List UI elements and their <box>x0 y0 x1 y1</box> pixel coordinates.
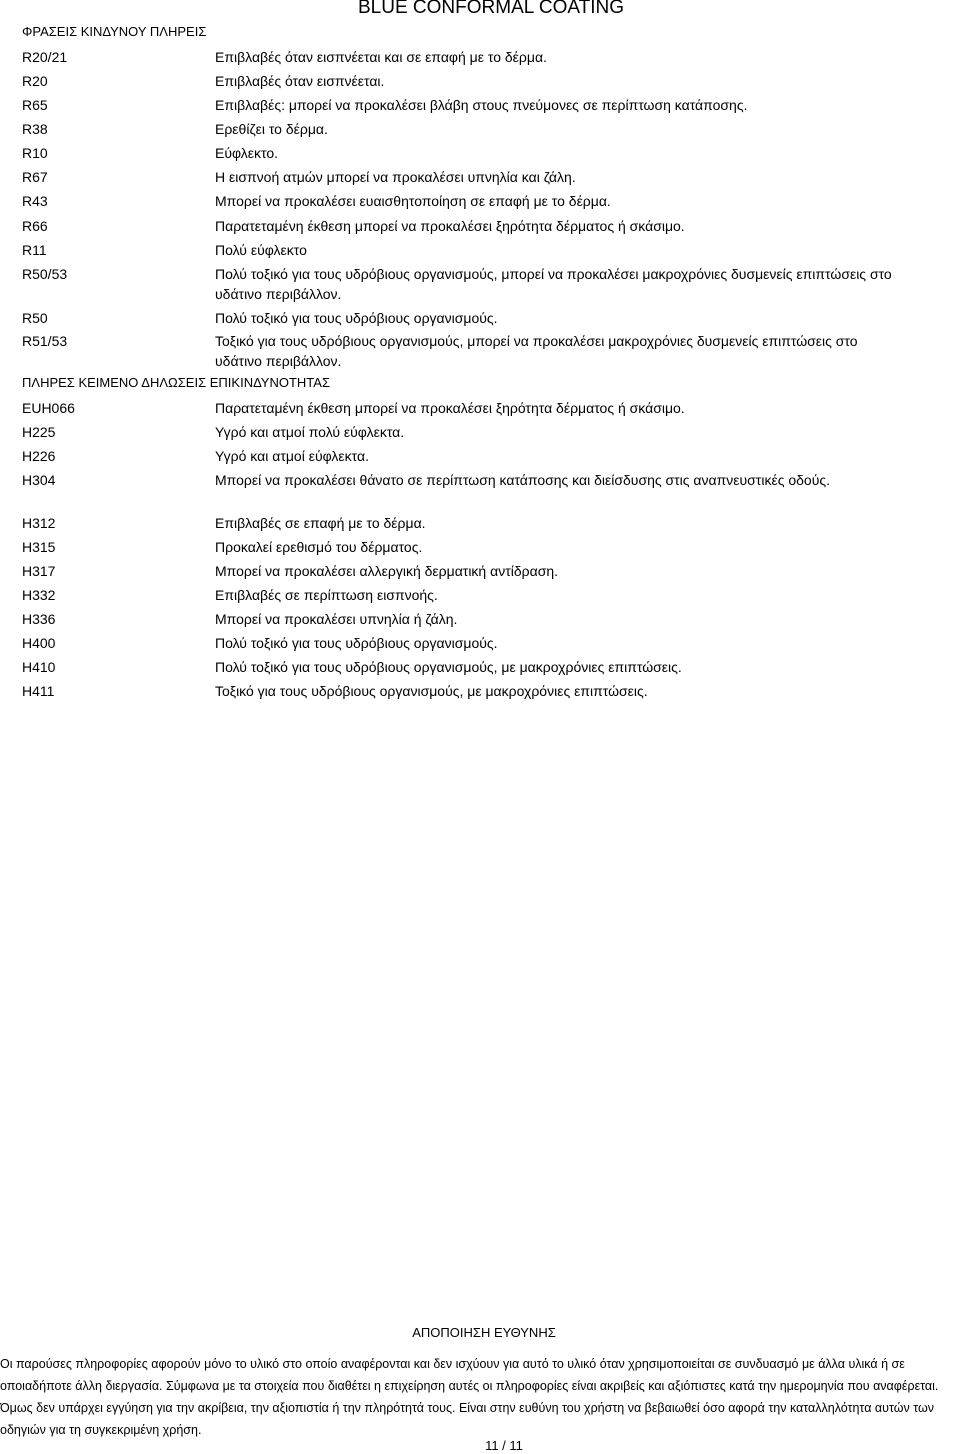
statement-code: EUH066 <box>22 400 75 416</box>
statement-text: Μπορεί να προκαλέσει αλλεργική δερματική αντίδραση. <box>215 563 559 579</box>
statement-text: Επιβλαβές σε περίπτωση εισπνοής. <box>215 587 438 603</box>
phrase-code: R11 <box>22 242 47 258</box>
phrase-text: Πολύ τοξικό για τους υδρόβιους οργανισμούς. <box>215 310 498 326</box>
h-statements-heading: ΠΛΗΡΕΣ ΚΕΙΜΕΝΟ ΔΗΛΩΣΕΙΣ ΕΠΙΚΙΝΔΥΝΟΤΗΤΑΣ <box>22 375 330 390</box>
statement-text: Μπορεί να προκαλέσει υπνηλία ή ζάλη. <box>215 611 458 627</box>
page-number: 11 / 11 <box>485 1438 523 1453</box>
statement-code: H315 <box>22 539 56 555</box>
statement-code: H304 <box>22 472 56 488</box>
phrase-code: R10 <box>22 145 48 161</box>
statement-text: Πολύ τοξικό για τους υδρόβιους οργανισμούς, με μακροχρόνιες επιπτώσεις. <box>215 659 682 675</box>
statement-code: H410 <box>22 659 56 675</box>
statement-text: Υγρό και ατμοί εύφλεκτα. <box>215 448 369 464</box>
statement-code: H336 <box>22 611 56 627</box>
phrase-code: R51/53 <box>22 333 68 349</box>
phrase-text: Η εισπνοή ατμών μπορεί να προκαλέσει υπνηλία και ζάλη. <box>215 169 576 185</box>
phrase-text: Επιβλαβές: μπορεί να προκαλέσει βλάβη στους πνεύμονες σε περίπτωση κατάποσης. <box>215 97 748 113</box>
disclaimer-heading: ΑΠΟΠΟΙΗΣΗ ΕΥΘΥΝΗΣ <box>412 1325 556 1340</box>
phrase-text: Μπορεί να προκαλέσει ευαισθητοποίηση σε επαφή με το δέρμα. <box>215 193 611 209</box>
document-title: BLUE CONFORMAL COATING <box>358 0 625 18</box>
phrase-code: R20 <box>22 73 48 89</box>
phrase-code: R50/53 <box>22 266 68 282</box>
phrase-code: R20/21 <box>22 49 68 65</box>
phrase-code: R65 <box>22 97 48 113</box>
phrase-text: Πολύ εύφλεκτο <box>215 242 307 258</box>
statement-code: H411 <box>22 683 55 699</box>
statement-code: H312 <box>22 515 56 531</box>
statement-code: H225 <box>22 424 56 440</box>
phrase-text: Επιβλαβές όταν εισπνέεται. <box>215 73 385 89</box>
phrase-code: R43 <box>22 193 48 209</box>
statement-text: Παρατεταμένη έκθεση μπορεί να προκαλέσει ξηρότητα δέρματος ή σκάσιμο. <box>215 400 685 416</box>
phrase-text: Πολύ τοξικό για τους υδρόβιους οργανισμούς, μπορεί να προκαλέσει μακροχρόνιες δυσμενείς επιπτώσεις στο υδάτινο περιβάλλον. <box>215 266 892 302</box>
phrase-text: Τοξικό για τους υδρόβιους οργανισμούς, μπορεί να προκαλέσει μακροχρόνιες δυσμενείς επιπτώσεις στο υδάτινο περιβάλλον. <box>215 333 858 369</box>
disclaimer-text: Οι παρούσες πληροφορίες αφορούν μόνο το υλικό στο οποίο αναφέρονται και δεν ισχύουν για αυτό το υλικό όταν χρησιμοποιείται σε συνδυασμό με άλλα υλικά ή σε οποιαδήποτε άλλη διεργασία. Σύμφωνα με τα στοιχεία που διαθέτει η επιχείρηση αυτές οι πληροφορίες είναι ακριβείς και αξιόπιστες κατά την ημερομηνία που αναφέρεται. Όμως δεν υπάρχει εγγύηση για την ακρίβεια, την αξιοπιστία ή την πληρότητά τους. Είναι στην ευθύνη του χρήστη να βεβαιωθεί όσο αφορά την καταλληλότητα αυτών των οδηγιών για τη συγκεκριμένη χρήση. <box>0 1357 939 1437</box>
statement-code: H226 <box>22 448 56 464</box>
r-phrases-heading: ΦΡΑΣΕΙΣ ΚΙΝΔΥΝΟΥ ΠΛΗΡΕΙΣ <box>22 24 207 39</box>
phrase-code: R67 <box>22 169 48 185</box>
phrase-text: Επιβλαβές όταν εισπνέεται και σε επαφή με το δέρμα. <box>215 49 547 65</box>
statement-text: Προκαλεί ερεθισμό του δέρματος. <box>215 539 423 555</box>
statement-text: Τοξικό για τους υδρόβιους οργανισμούς, με μακροχρόνιες επιπτώσεις. <box>215 683 648 699</box>
phrase-text: Εύφλεκτο. <box>215 145 279 161</box>
phrase-code: R50 <box>22 310 48 326</box>
phrase-text: Παρατεταμένη έκθεση μπορεί να προκαλέσει ξηρότητα δέρματος ή σκάσιμο. <box>215 218 685 234</box>
statement-text: Μπορεί να προκαλέσει θάνατο σε περίπτωση κατάποσης και διείσδυσης στις αναπνευστικές οδούς. <box>215 472 830 488</box>
phrase-text: Ερεθίζει το δέρμα. <box>215 121 328 137</box>
statement-code: H400 <box>22 635 56 651</box>
statement-code: H332 <box>22 587 56 603</box>
statement-code: H317 <box>22 563 56 579</box>
statement-text: Πολύ τοξικό για τους υδρόβιους οργανισμούς. <box>215 635 498 651</box>
statement-text: Υγρό και ατμοί πολύ εύφλεκτα. <box>215 424 405 440</box>
statement-text: Επιβλαβές σε επαφή με το δέρμα. <box>215 515 426 531</box>
phrase-code: R66 <box>22 218 48 234</box>
phrase-code: R38 <box>22 121 48 137</box>
